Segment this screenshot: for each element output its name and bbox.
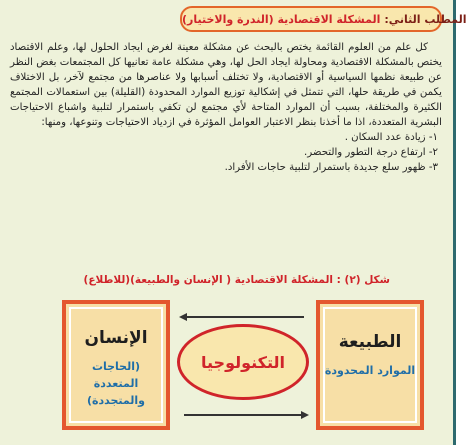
list-item: ٣- ظهور سلع جديدة باستمرار لتلبية حاجات الأفراد. — [224, 162, 438, 173]
arrow-bottom-line — [184, 414, 302, 416]
list-item: ٢- ارتفاع درجة التطور والتحضر. — [304, 147, 438, 158]
list-item: ١- زيادة عدد السكان . — [344, 132, 438, 143]
technology-oval: التكنولوجيا — [177, 324, 309, 400]
figure-caption: شكل (٢) : المشكلة الاقتصادية ( الإنسان والطبيعة)(للاطلاع) — [83, 274, 390, 286]
factors-list — [10, 130, 442, 175]
section-title: المشكلة الاقتصادية (الندرة والاختيار) — [182, 12, 381, 26]
section-heading — [180, 6, 467, 32]
nature-box — [316, 300, 424, 430]
arrow-top-line — [186, 316, 304, 318]
nature-subtitle: الموارد المحدودة — [324, 364, 416, 377]
arrow-bottom-head-icon — [301, 411, 309, 419]
arrow-top-head-icon — [179, 313, 187, 321]
human-subtitle: (الحاجات المتعددة والمتجددة) — [86, 360, 146, 407]
human-title: الإنسان — [84, 328, 148, 348]
human-box — [62, 300, 170, 430]
nature-title: الطبيعة — [338, 332, 402, 352]
body-text — [10, 40, 442, 175]
body-paragraph: كل علم من العلوم القائمة يختص بالبحث عن مشكلة معينة لغرض ايجاد الحلول لها، وعلم الاقتصاد يختص بالمشكلة الاقتصادية ومحاولة ايجاد الحل لها، وهي مشكلة عامة تعانيها كل المجتمعات بغض النظر عن طبيعة نظمها السياسية أو الاقتصادية، ولا تختلف أسبابها ولا عناصرها من مجتمع لآخر، بل الاختلاف يكمن في طريقة حلها، التي تتمثل في إشكالية توزيع الموارد المحدودة (القليلة) بين استعمالات المجتمع الكثيرة والمختلفة، بسبب أن الموارد المتاحة لأي مجتمع لن تكفي باستمرار لتلبية واشباع الاحتياجات البشرية المتعددة، اذا ما أخذنا بنظر الاعتبار العوامل المؤثرة في ازدياد الاحتياجات وتنوعها، ومنها: — [10, 42, 442, 128]
section-part-label: المطلب الثاني: — [384, 12, 467, 26]
